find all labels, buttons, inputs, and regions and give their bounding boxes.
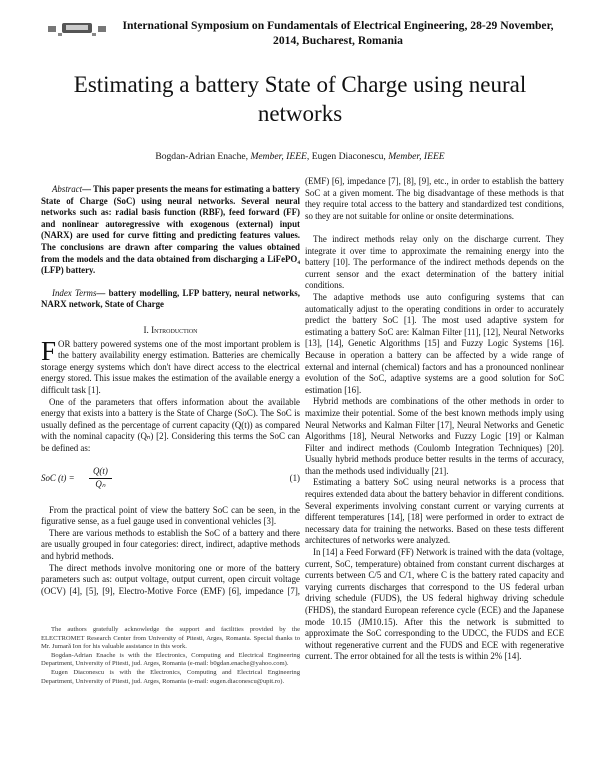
conference-logo [48, 22, 108, 36]
abstract-label: Abstract [52, 184, 83, 194]
equation-fraction [89, 466, 112, 490]
authors [60, 151, 540, 162]
author-2-role: Member, IEEE [388, 151, 445, 162]
footnote-acknowledgement: The authors gratefully acknowledge the support and facilities provided by the ELECTROMET Research Center from University of Pitesti, Arges, Romania. Special thanks to Mr. Jumară Ion for his valuable assistance in this work. [41, 626, 300, 651]
author-1-role: Member, IEEE [250, 151, 307, 162]
paragraph-text: (EMF) [6], impedance [7], [8], [9], etc., in order to establish the battery SoC at a given moment. The big disadvantage of these methods is that they require total access to the battery and standardized test conditions, so they are not suitable for online or onsite determinations. [305, 176, 564, 221]
paragraph: From the practical point of view the battery SoC can be seen, in the figurative sense, as a fuel gauge used in conventional vehicles [3]. [41, 504, 300, 527]
paragraph: Hybrid methods are combinations of the other methods in order to maximize their potential. Some of the best known methods imply using Neural Networks and Kalman Filter [17], Neural Networks and Genetic Algorithms [18], Neural Networks and Fuzzy Logic [19] or Kalman Filter and indirect methods (Coulomb Integration Techniques) [20]. Usually hybrid methods produce better results in the terms of accuracy, than the methods used individually [21]. [305, 396, 564, 476]
paragraph-text: OR battery powered systems one of the most important problem is the battery availability energy estimation. Batteries are chemically storage energy systems which don't have direct access to the electrical energy stored. This issue makes the estimation of the available energy a difficult task [1]. [41, 338, 300, 395]
right-column [305, 176, 564, 663]
footnotes [41, 626, 300, 686]
abstract [41, 184, 300, 277]
equation-denominator: Qₙ [95, 479, 106, 490]
paragraph [41, 335, 300, 397]
index-terms [41, 288, 300, 311]
equation-numerator: Q(t) [89, 466, 112, 479]
author-1: Bogdan-Adrian Enache, [155, 151, 249, 162]
left-column [41, 184, 300, 598]
section-heading: I. Introduction [143, 324, 198, 335]
paragraph-continued [305, 176, 564, 234]
conference-header: International Symposium on Fundamentals of Electrical Engineering, 28-29 November, 2014, Bucharest, Romania [122, 19, 554, 47]
footnote-author-2: Eugen Diaconescu is with the Electronics, Computing and Electrical Engineering Department, University of Pitesti, jud. Arges, Romania (e-mail: eugen.diaconescu@upit.ro). [41, 668, 300, 685]
abstract-text: — This paper presents the means for estimating a battery State of Charge (SoC) using neural networks. Several neural networks such as: radial basis function (RBF), feed forward (FF) and nonlinear autoregressive with exogenous (external) input (NARX) are used for curve fitting and predicting features values. The conclusions are drawn after comparing the values obtained from the models and the data obtained from discharging a LiFePO₄ (LFP) battery. [41, 184, 300, 276]
paragraph: The direct methods involve monitoring one or more of the battery parameters such as: output voltage, output current, open circuit voltage (OCV) [4], [5], [9], Electro-Motive Force (EMF) [6], impedance [7], [41, 562, 300, 596]
author-2: , Eugen Diaconescu, [306, 151, 386, 162]
paragraph: One of the parameters that offers information about the available energy that exists into a battery is the State of Charge (SoC). The SoC is usually defined as the percentage of current capacity (Q(t)) as compared with the nominal capacity (Qₙ) [2]. Considering this terms the SoC can be defined as: [41, 396, 300, 453]
paragraph: There are various methods to establish the SoC of a battery and there are usually grouped in four categories: direct, indirect, adaptive methods and hybrid methods. [41, 527, 300, 562]
paragraph: The adaptive methods use auto configuring systems that can automatically adjust to the operating conditions in order to accurately predict the battery SoC [1]. The most used adaptive system for estimating a battery SoC are: Kalman Filter [11], [12], Neural Networks [13], [14], Genetic Algorithms [15] and Fuzzy Logic Systems [16]. Because in operation a battery can be affected by a wide range of external and internal (chemical) factors and has a pronounced nonlinear evolution of the SoC, adaptive systems are a good solution for SoC estimation [16]. [305, 291, 564, 395]
index-terms-text: — battery modelling, LFP battery, neural networks, NARX network, State of Charge [41, 287, 300, 310]
equation-1 [41, 466, 300, 490]
paragraph: In [14] a Feed Forward (FF) Network is trained with the data (voltage, current, SoC, temperature) obtained from constant current discharges at currents between C/5 and C/1, where C is the battery rated capacity and varying currents discharges that correspond to the US federal urban driving schedule (FUDS), the US federal highway driving schedule (FHDS), the standard European reference cycle (ECE) and the Japanese mode 10.15 (JM10.15). After this the network is submitted to approximate the SoC corresponding to the UDCC, the FUDS and ECE without regenerative current and the FUDS and ECE with regenerative current. The error obtained for all the tests is within 2% [14]. [305, 547, 564, 662]
drop-cap: F [41, 335, 57, 366]
paragraph: The indirect methods relay only on the discharge current. They integrate it over time to approximate the remaining energy into the battery [10]. The performance of the indirect methods depends on the current sensor and the exact determination of the battery initial conditions. [305, 234, 564, 291]
equation-number: (1) [289, 472, 300, 483]
paper-title: Estimating a battery State of Charge using neural networks [73, 72, 527, 126]
footnote-author-1: Bogdan-Adrian Enache is with the Electronics, Computing and Electrical Engineering Department, University of Pitesti, jud. Arges, Romania (e-mail: b0gdan.enache@yahoo.com). [41, 651, 300, 668]
index-terms-label: Index Terms [52, 287, 97, 298]
paragraph: Estimating a battery SoC using neural networks is a process that requires extended data about the battery behavior in different conditions. Several experiments involving constant current or varying currents at different temperatures [14], [18] were performed in order to extract de necessary data for training the networks. Based on these tests different architectures of networks were analyzed. [305, 477, 564, 546]
equation-lhs: SoC (t) = [41, 472, 75, 483]
